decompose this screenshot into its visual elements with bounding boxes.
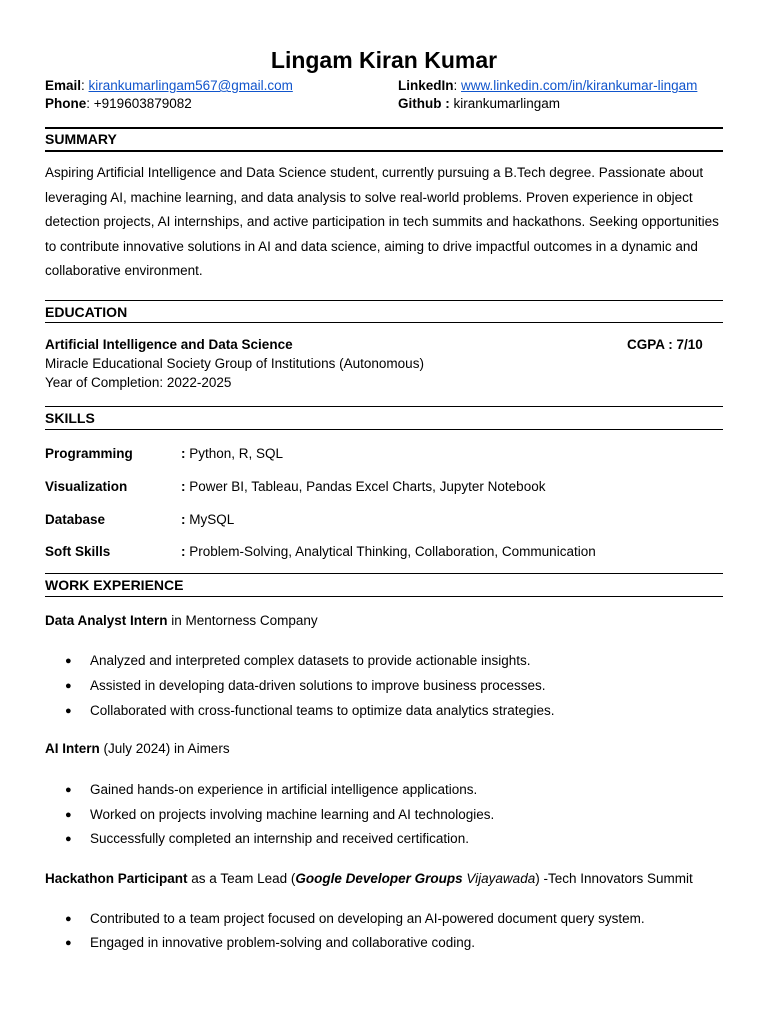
candidate-name: Lingam Kiran Kumar — [270, 47, 498, 73]
email-label: Email — [45, 78, 82, 93]
skill-label: Programming — [45, 446, 133, 461]
skills-top-rule — [45, 406, 723, 407]
bullet-icon: ● — [65, 705, 72, 717]
education-heading: EDUCATION — [45, 304, 128, 320]
skill-value: MySQL — [189, 512, 235, 527]
bullet-icon: ● — [65, 784, 72, 796]
job-title-line — [45, 612, 318, 630]
education-top-rule — [45, 300, 723, 301]
skill-label: Soft Skills — [45, 544, 111, 559]
summary-bottom-rule — [45, 150, 723, 152]
github-line — [398, 95, 560, 112]
org-city: Vijayawada — [462, 871, 536, 886]
skills-bottom-rule — [45, 429, 723, 430]
job-title: Data Analyst Intern — [45, 613, 168, 628]
job-detail: (July 2024) in Aimers — [99, 741, 230, 756]
education-cgpa: CGPA : 7/10 — [627, 337, 703, 352]
github-value: kirankumarlingam — [453, 96, 561, 111]
job-title: Hackathon Participant — [45, 871, 188, 886]
summary-top-rule — [45, 127, 723, 129]
skill-value: Problem-Solving, Analytical Thinking, Collaboration, Communication — [189, 544, 596, 559]
linkedin-label: LinkedIn — [398, 78, 454, 93]
bullet-icon: ● — [65, 913, 72, 925]
education-bottom-rule — [45, 322, 723, 323]
linkedin-line: LinkedIn: www.linkedin.com/in/kirankumar-lingam — [398, 78, 698, 93]
skill-value: Python, R, SQL — [189, 446, 284, 461]
phone-line: Phone: +919603879082 — [45, 96, 192, 111]
email-link[interactable]: kirankumarlingam567@gmail.com — [88, 78, 293, 93]
bullet-icon: ● — [65, 833, 72, 845]
phone-label: Phone — [45, 96, 87, 111]
education-degree: Artificial Intelligence and Data Science — [45, 337, 293, 352]
github-label: Github : — [398, 96, 450, 111]
summary-heading: SUMMARY — [45, 131, 117, 147]
skill-value: Power BI, Tableau, Pandas Excel Charts, Jupyter Notebook — [189, 479, 546, 494]
bullet-icon: ● — [65, 680, 72, 692]
education-institution: Miracle Educational Society Group of Institutions (Autonomous) — [45, 356, 424, 371]
bullet-icon: ● — [65, 655, 72, 667]
bullet-icon: ● — [65, 937, 72, 949]
skills-heading: SKILLS — [45, 410, 95, 426]
linkedin-link[interactable]: www.linkedin.com/in/kirankumar-lingam — [461, 78, 698, 93]
email-line: Email: kirankumarlingam567@gmail.com — [45, 78, 293, 93]
phone-value: +919603879082 — [93, 96, 192, 111]
work-heading: WORK EXPERIENCE — [45, 577, 184, 593]
skill-label: Visualization — [45, 479, 128, 494]
job-title-line — [45, 740, 230, 758]
summary-text: Aspiring Artificial Intelligence and Data Science student, currently pursuing a B.Tech degree. Passionate about leveraging AI, machine learning, and data analysis to solve real-world problems. Proven experience in object detection projects, AI internships, and active participation in tech summits and hackathons. Seeking opportunities to contribute innovative solutions in AI and data science, aiming to drive impactful outcomes in a dynamic and collaborative environment. — [45, 165, 719, 278]
education-completion: Year of Completion: 2022-2025 — [45, 375, 232, 390]
skill-label: Database — [45, 512, 106, 527]
job-title: AI Intern — [45, 741, 100, 756]
bullet-icon: ● — [65, 809, 72, 821]
org-name: Google Developer Groups — [295, 871, 463, 886]
job-detail: in Mentorness Company — [167, 613, 318, 628]
work-top-rule — [45, 573, 723, 574]
work-bottom-rule — [45, 596, 723, 597]
job-title-line: Hackathon Participant as a Team Lead (Google Developer Groups Vijayawada) -Tech Innovators Summit — [45, 871, 693, 886]
